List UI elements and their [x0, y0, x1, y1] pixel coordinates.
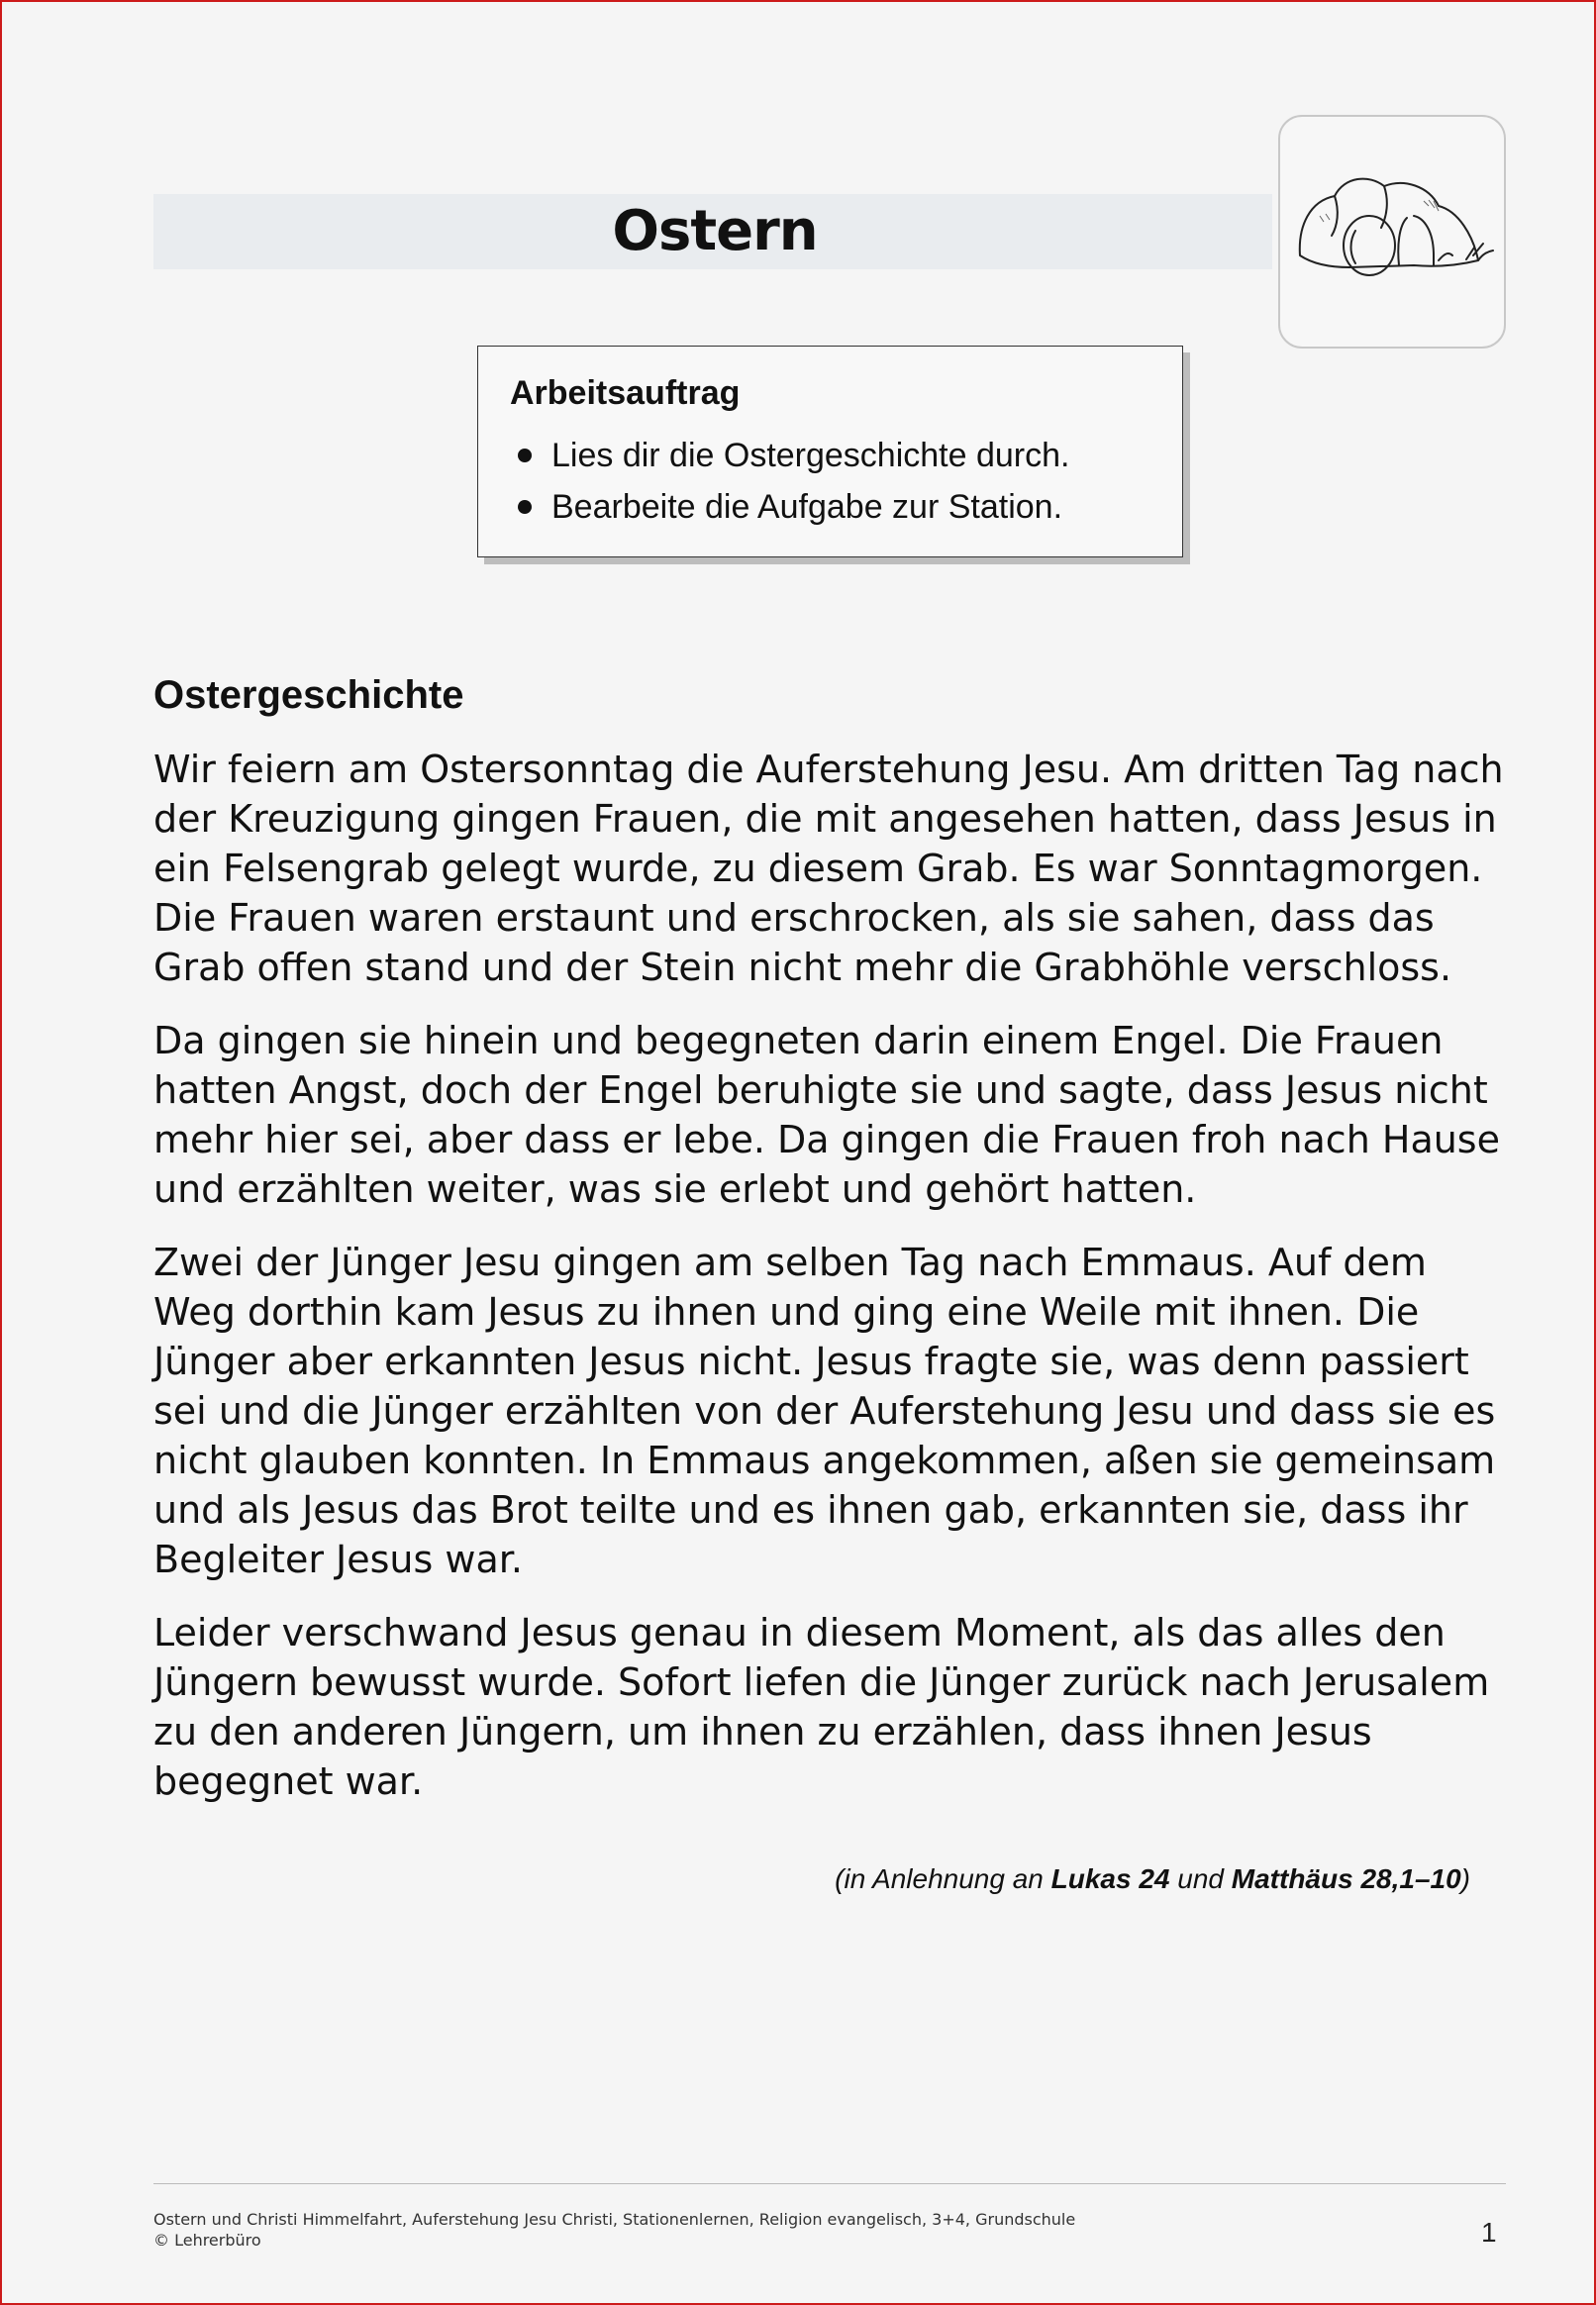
footer-copyright: © Lehrerbüro	[153, 2231, 261, 2250]
task-item-text: Bearbeite die Aufgabe zur Station.	[551, 488, 1063, 526]
story-text	[153, 745, 1510, 1830]
list-item	[510, 430, 1069, 481]
source-ref-lukas: Lukas 24	[1050, 1863, 1170, 1894]
page-number: 1	[1481, 2217, 1497, 2248]
story-heading: Ostergeschichte	[153, 673, 464, 717]
story-paragraph: Leider verschwand Jesus genau in diesem Moment, als das alles den Jüngern bewusst wurde. Sofort liefen die Jünger zurück nach Jerusalem zu den anderen Jüngern, um ihnen zu erzählen, dass ihnen Jesus begegnet war.	[153, 1611, 1490, 1803]
footer-text	[153, 2209, 1075, 2251]
source-middle: und	[1169, 1863, 1232, 1894]
bullet-icon	[518, 500, 532, 514]
bullet-icon	[518, 449, 532, 462]
list-item	[510, 481, 1069, 533]
stone-tomb-icon	[1290, 156, 1498, 305]
task-box	[477, 346, 1183, 557]
story-paragraph: Wir feiern am Ostersonntag die Auferstehung Jesu. Am dritten Tag nach der Kreuzigung gingen Frauen, die mit angesehen hatten, dass Jesus in ein Felsengrab gelegt wurde, zu diesem Grab. Es war Sonntagmorgen. Die Frauen waren erstaunt und erschrocken, als sie sahen, dass das Grab offen stand und der Stein nicht mehr die Grabhöhle verschloss.	[153, 748, 1504, 989]
task-list	[510, 430, 1069, 533]
page-title: Ostern	[612, 199, 818, 263]
source-ref-matthaeus: Matthäus 28,1–10	[1231, 1863, 1461, 1894]
footer-divider	[153, 2183, 1506, 2184]
task-heading: Arbeitsauftrag	[510, 374, 741, 412]
source-suffix: )	[1460, 1863, 1470, 1894]
task-item-text: Lies dir die Ostergeschichte durch.	[551, 437, 1070, 474]
tomb-illustration-frame	[1278, 115, 1506, 349]
source-prefix: (in Anlehnung an	[835, 1863, 1051, 1894]
source-citation	[153, 1863, 1470, 1895]
story-paragraph: Da gingen sie hinein und begegneten darin einem Engel. Die Frauen hatten Angst, doch der Engel beruhigte sie und sagte, dass Jesus nicht mehr hier sei, aber dass er lebe. Da gingen die Frauen froh nach Hause und erzählten weiter, was sie erlebt und gehört hatten.	[153, 1019, 1500, 1211]
footer-line-1: Ostern und Christi Himmelfahrt, Auferstehung Jesu Christi, Stationenlernen, Religion evangelisch, 3+4, Grundschule	[153, 2210, 1076, 2229]
story-paragraph: Zwei der Jünger Jesu gingen am selben Tag nach Emmaus. Auf dem Weg dorthin kam Jesus zu ihnen und ging eine Weile mit ihnen. Die Jünger aber erkannten Jesus nicht. Jesus fragte sie, was denn passiert sei und die Jünger erzählten von der Auferstehung Jesu und dass sie es nicht glauben konnten. In Emmaus angekommen, aßen sie gemeinsam und als Jesus das Brot teilte und es ihnen gab, erkannten sie, dass ihr Begleiter Jesus war.	[153, 1241, 1496, 1581]
